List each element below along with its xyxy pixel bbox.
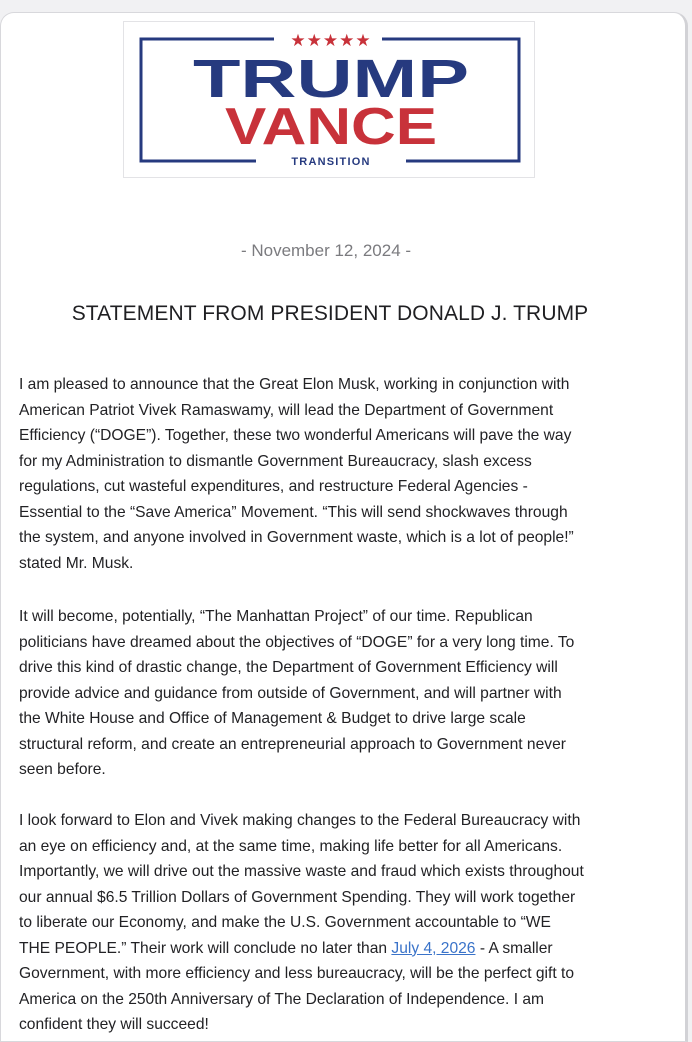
trump-vance-transition-logo	[123, 21, 535, 178]
paragraph-line: I look forward to Elon and Vivek making changes to the Federal Bureaucracy with	[19, 812, 581, 829]
paragraph-line: America on the 250th Anniversary of The Declaration of Independence. I am	[19, 990, 545, 1008]
paragraph-line: for my Administration to dismantle Government Bureaucracy, slash excess	[19, 452, 532, 470]
paragraph-line: to liberate our Economy, and make the U.S. Government accountable to “WE	[19, 914, 551, 931]
logo-trump: TRUMP	[193, 49, 469, 109]
paragraph-line: Importantly, we will drive out the massive waste and fraud which exists throughout	[19, 863, 584, 880]
link-prefix-text: THE PEOPLE.” Their work will conclude no later than	[19, 939, 392, 957]
statement-title: STATEMENT FROM PRESIDENT DONALD J. TRUMP	[71, 302, 589, 325]
paragraph-line-with-link	[19, 936, 659, 962]
logo-vance: VANCE	[225, 98, 437, 156]
paragraph-line: seen before.	[19, 761, 106, 778]
logo-stars: ★★★★★	[290, 31, 372, 51]
paragraph-2	[19, 604, 659, 783]
date-link[interactable]: July 4, 2026	[391, 939, 476, 957]
paragraph-line: Government, with more efficiency and less bureaucracy, will be the perfect gift to	[19, 965, 574, 982]
logo-transition: TRANSITION	[291, 156, 371, 168]
paragraph-line: Essential to the “Save America” Movement. “This will send shockwaves through	[19, 503, 568, 521]
paragraph-line: the system, and anyone involved in Government waste, which is a lot of people!”	[19, 529, 574, 546]
paragraph-line: It will become, potentially, “The Manhattan Project” of our time. Republican	[19, 608, 533, 625]
paragraph-line: politicians have dreamed about the objectives of “DOGE” for a very long time. To	[19, 633, 575, 651]
paragraph-line: our annual $6.5 Trillion Dollars of Government Spending. They will work together	[19, 888, 576, 906]
link-suffix-text: - A smaller	[475, 939, 553, 957]
statement-card	[0, 12, 688, 1042]
paragraph-line: the White House and Office of Management & Budget to drive large scale	[19, 710, 526, 727]
paragraph-line: American Patriot Vivek Ramaswamy, will lead the Department of Government	[19, 401, 554, 419]
paragraph-line: stated Mr. Musk.	[19, 554, 134, 572]
paragraph-line: regulations, cut wasteful expenditures, and restructure Federal Agencies -	[19, 478, 528, 495]
paragraph-line: Efficiency (“DOGE”). Together, these two wonderful Americans will pave the way	[19, 427, 572, 444]
paragraph-line: structural reform, and create an entrepreneurial approach to Government never	[19, 735, 566, 753]
paragraph-line: an eye on efficiency and, at the same time, making life better for all Americans.	[19, 837, 563, 855]
paragraph-line: provide advice and guidance from outside of Government, and will partner with	[19, 684, 562, 702]
paragraph-line: I am pleased to announce that the Great Elon Musk, working in conjunction with	[19, 376, 570, 393]
paragraph-line: confident they will succeed!	[19, 1016, 209, 1033]
paragraph-3	[19, 808, 659, 1038]
paragraph-line: drive this kind of drastic change, the Department of Government Efficiency will	[19, 659, 558, 676]
paragraph-1	[19, 372, 659, 576]
statement-date: - November 12, 2024 -	[240, 241, 412, 260]
